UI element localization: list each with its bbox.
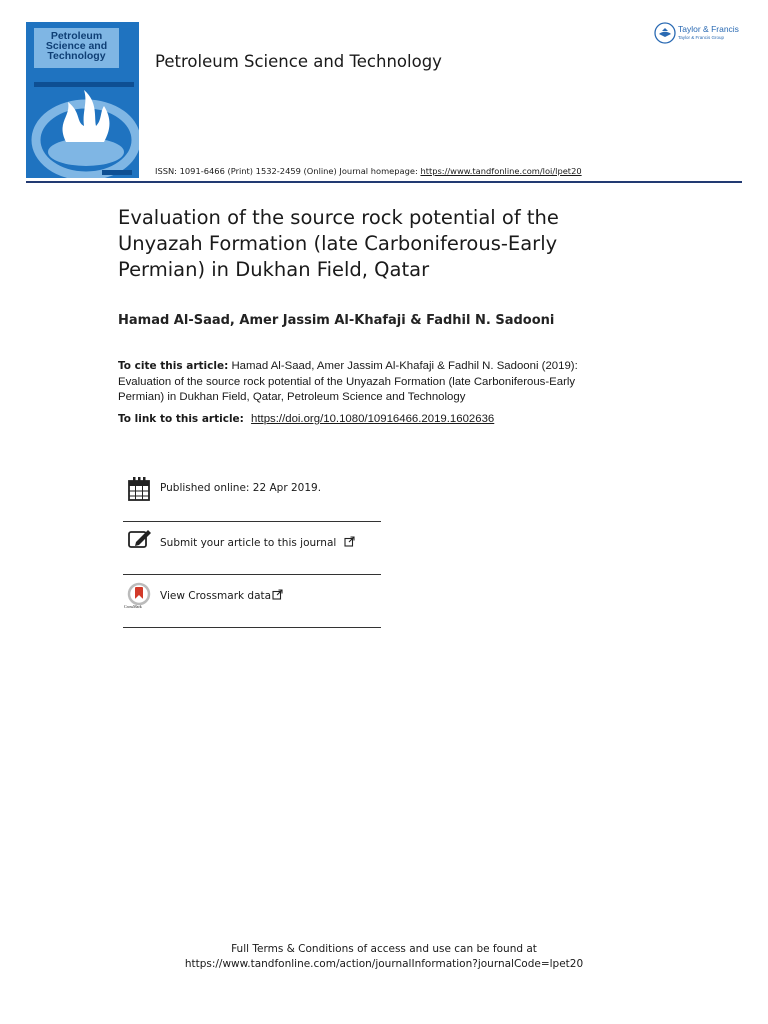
external-link-icon <box>272 589 283 600</box>
divider <box>123 574 381 575</box>
footer-terms-link[interactable]: https://www.tandfonline.com/action/journalInformation?journalCode=lpet20 <box>184 958 584 970</box>
crossmark-row[interactable] <box>123 579 381 631</box>
divider <box>123 521 381 522</box>
published-row <box>123 472 381 524</box>
journal-homepage-link[interactable]: https://www.tandfonline.com/loi/lpet20 <box>420 166 582 176</box>
external-link-icon <box>344 536 355 547</box>
citation-text: Hamad Al-Saad, Amer Jassim Al-Khafaji & Fadhil N. Sadooni (2019): Evaluation of the source rock potential of the Unyazah Formation (late Carboniferous-Early Permian) in Dukhan Field, Qatar, Petroleum Science and Technology <box>118 360 578 403</box>
journal-cover <box>26 22 139 178</box>
edit-icon <box>127 528 153 552</box>
crossmark-badge-icon <box>126 582 156 606</box>
cover-title-line: Science and <box>45 40 108 52</box>
cover-title-line: Technology <box>47 50 106 62</box>
issn-line <box>155 166 582 176</box>
crossmark-link[interactable] <box>160 589 283 602</box>
citation-block <box>118 359 623 406</box>
submit-row[interactable] <box>123 526 381 578</box>
publisher-group: Taylor & Francis Group <box>678 35 725 40</box>
cover-title-line: Petroleum <box>50 30 103 42</box>
crossmark-badge-label: CrossMark <box>124 604 142 609</box>
issn-text: ISSN: 1091-6466 (Print) 1532-2459 (Online) Journal homepage: <box>155 166 418 176</box>
journal-name[interactable]: Petroleum Science and Technology <box>155 52 442 71</box>
article-title: Evaluation of the source rock potential of the Unyazah Formation (late Carboniferous-Early Permian) in Dukhan Field, Qatar <box>118 206 559 281</box>
header-rule <box>26 181 742 183</box>
taylor-francis-icon <box>654 22 676 44</box>
crossmark-icon <box>126 582 156 612</box>
publisher-name: Taylor & Francis <box>678 24 739 34</box>
crossmark-label: View Crossmark data <box>160 590 272 602</box>
doi-link[interactable]: https://doi.org/10.1080/10916466.2019.1602636 <box>251 413 495 425</box>
divider <box>123 627 381 628</box>
flame-emblem-icon <box>26 22 139 178</box>
article-link-line <box>118 413 494 425</box>
article-link-label: To link to this article: <box>118 413 244 425</box>
calendar-icon <box>127 476 151 502</box>
article-authors: Hamad Al-Saad, Amer Jassim Al-Khafaji & Fadhil N. Sadooni <box>118 313 555 328</box>
footer-terms <box>0 942 768 972</box>
published-date: Published online: 22 Apr 2019. <box>160 482 322 494</box>
submit-article-label: Submit your article to this journal <box>160 537 337 549</box>
publisher-logo[interactable] <box>654 22 739 48</box>
submit-article-link[interactable] <box>160 536 355 549</box>
footer-line: Full Terms & Conditions of access and use can be found at <box>231 943 537 955</box>
citation-label: To cite this article: <box>118 360 229 372</box>
